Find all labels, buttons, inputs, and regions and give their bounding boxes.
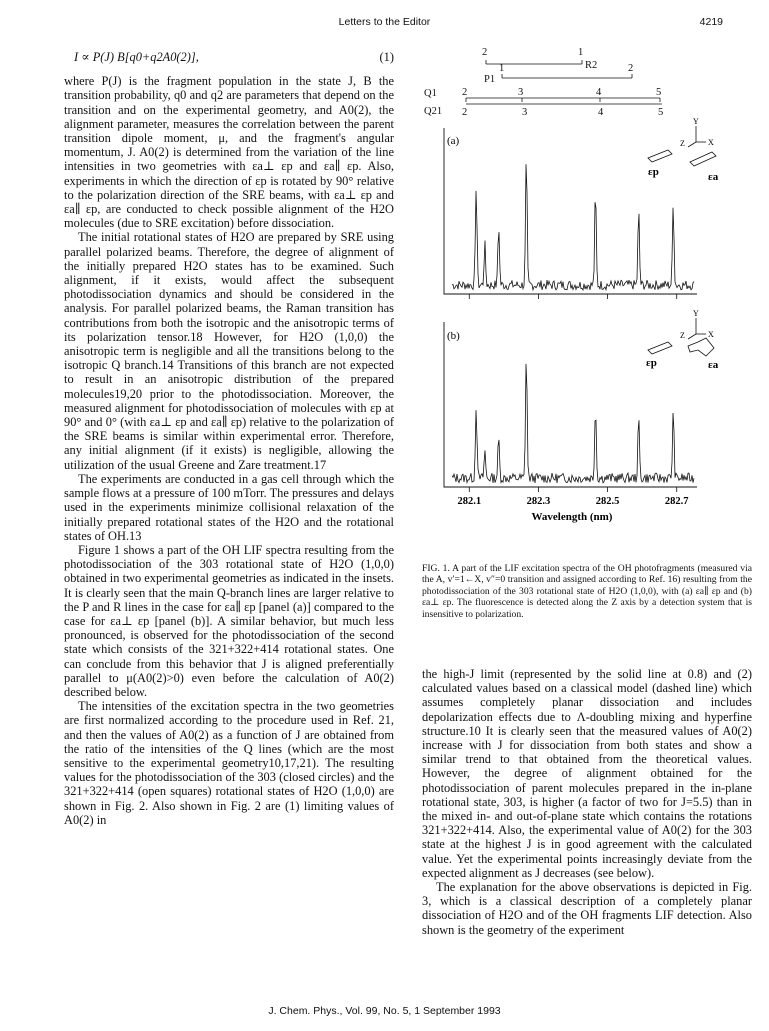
spectrum-trace-b [452, 364, 694, 483]
equation-1 [74, 50, 394, 64]
ea-arrow-icon [690, 152, 716, 166]
paragraph: The initial rotational states of H2O are prepared by SRE using parallel polarized beams. Therefore, the degree of alignment of the initially prepared H2O states has to be examined. Such alignment, if it exists, would affect the subsequent photodissociation dynamics and should be considered in the analysis. For parallel polarized beams, the Raman transition has contributions from both the isotropic and the anisotropic terms of its polarization tensor.18 However, for H2O (1,0,0) the anisotropic term is negligible and all the transitions belong to the isotropic Q branch.14 Transitions of this branch are not expected to result in an anisotropic distribution of the prepared molecules19,20 prior to the photodissociation. Moreover, the measured alignment for photodissociation of molecules with εp at 90° and 0° (with εa⊥ εp and εa∥ εp) relative to the polarization of the SRE beams is similar within experimental error. Therefore, any initial alignment (if it exists) is negligible, allowing the utilization of the usual Greene and Zare treatment.17 [64, 230, 394, 472]
figure-caption: FIG. 1. A part of the LIF excitation spectra of the OH photofragments (measured via the A, v′=1←X, v″=0 transition and assigned according to Ref. 16) resulting from the photodissociation of the 303 rotational state of H2O (1,0,0), with (a) εa∥ εp and (b) εa⊥ εp. The fluorescence is detected along the Z axis by a detection system that is insensitive to polarization. [422, 563, 752, 620]
inset-label-ea: εa [708, 171, 719, 183]
inset-axis-y: Y [693, 309, 699, 318]
q1-number: 4 [596, 87, 602, 98]
panel-b-frame [444, 322, 697, 487]
q21-number: 3 [522, 107, 528, 118]
q1-number: 3 [518, 87, 524, 98]
inset-axis-x: X [708, 330, 714, 339]
equation-number: (1) [379, 50, 394, 64]
q21-number: 5 [658, 107, 664, 118]
r2-number: 1 [578, 47, 584, 58]
inset-label-ea: εa [708, 359, 719, 371]
x-tick-label: 282.1 [457, 496, 482, 507]
inset-label-ep: εp [646, 357, 657, 369]
ep-arrow-icon [648, 342, 672, 354]
panel-a-frame [444, 128, 697, 294]
right-column [422, 667, 752, 937]
q1-number: 2 [462, 87, 468, 98]
journal-footer: J. Chem. Phys., Vol. 99, No. 5, 1 September 1993 [268, 1005, 501, 1017]
z-axis [688, 142, 696, 147]
q1-number: 5 [656, 87, 662, 98]
paragraph: The explanation for the above observations is depicted in Fig. 3, which is a classical description of a completely planar dissociation of H2O and of the OH fragments LIF detection. Also shown is the geometry of the experiment [422, 880, 752, 937]
inset-label-ep: εp [648, 166, 659, 178]
left-column [64, 50, 394, 827]
page-number: 4219 [699, 16, 723, 28]
paragraph: The intensities of the excitation spectra in the two geometries are first normalized according to the procedure used in Ref. 21, and then the values of A0(2) as a function of J are obtained from the ratio of the intensities of the Q lines (which are the most sensitive to the experimental geometry10,17,21). The resulting values for the photodissociation of the 303 (closed circles) and the 321+322+414 (open squares) rotational states of H2O (1,0,0) are shown in Fig. 2. Also shown in Fig. 2 are (1) limiting values of A0(2) in [64, 699, 394, 827]
x-tick-label: 282.5 [595, 496, 620, 507]
p1-number: 1 [499, 63, 505, 74]
panel-a-label: (a) [447, 135, 460, 147]
branch-label-q21: Q21 [424, 106, 443, 117]
branch-label-p1: P1 [484, 74, 496, 85]
equation-text: I ∝ P(J) B[q0+q2A0(2)], [74, 50, 199, 64]
ep-arrow-icon [648, 150, 672, 162]
inset-axis-x: X [708, 138, 714, 147]
inset-axis-y: Y [693, 117, 699, 126]
paragraph: The experiments are conducted in a gas cell through which the sample flows at a pressure of 100 mTorr. The pressures and delays used in the experiments minimize collisional relaxation of the initially prepared rotational states of the H2O and the rotational states of OH.13 [64, 471, 394, 543]
paragraph: Figure 1 shows a part of the OH LIF spectra resulting from the photodissociation of the 303 rotational state of H2O (1,0,0) obtained in two experimental geometries as indicated in the insets. It is clearly seen that the main Q-branch lines are larger relative to the P and R lines in the case for εa∥ εp [panel (a)] compared to the case for εa⊥ εp [panel (b)]. A similar behavior, but much less pronounced, is observed for the photodissociation of the second state which consists of the 321+322+414 rotational states. One can conclude from this behavior that J is aligned preferentially parallel to μ(A0(2)>0) even before the calculation of A0(2) described below. [64, 542, 394, 699]
p1-number: 2 [628, 63, 634, 74]
spectrum-trace-a [452, 164, 694, 290]
x-tick-label: 282.7 [664, 496, 689, 507]
inset-axis-z: Z [680, 331, 685, 340]
x-tick-label: 282.3 [526, 496, 551, 507]
lif-spectra-figure [422, 42, 752, 542]
branch-label-q1: Q1 [424, 88, 437, 99]
paragraph: the high-J limit (represented by the solid line at 0.8) and (2) calculated values based on a classical model (dashed line) which assumes completely planar dissociation and includes depolarization effects due to Λ-doubling mixing and hyperfine structure.10 It is clearly seen that the measured values of A0(2) increase with J for dissociation from both states and show a similar trend to that obtained from the theoretical values. However, the degree of alignment obtained for the photodissociation of parent molecules prepared in the in-plane rotational state, 303, is higher (a factor of two for J=5.5) than in the mixed in- and out-of-plane state which contains the rotations 321+322+414. Also, the experimental value of A0(2) for the 303 state at the highest J is in good agreement with the calculated value. Yet the experimental points increasingly deviate from the expected alignment as J decreases (see below). [422, 667, 752, 880]
r2-number: 2 [482, 47, 488, 58]
x-axis-label: Wavelength (nm) [531, 511, 613, 523]
q21-number: 2 [462, 107, 468, 118]
panel-b-label: (b) [447, 330, 460, 342]
inset-axis-z: Z [680, 139, 685, 148]
z-axis [688, 334, 696, 339]
paragraph: where P(J) is the fragment population in the state J, B the transition probability, q0 and q2 are parameters that depend on the transition and on the experimental geometry, and A0(2), the alignment parameter, measures the correlation between the parent transition dipole moment, μ, and the fragment's angular momentum, J. A0(2) is determined from the variation of the line intensities in two geometries with εa⊥ εp and εa∥ εp. Also, experiments in which the direction of εp is rotated by 90° relative to the polarization direction of the SRE beams, with εa⊥ εp and εa∥ εp, are conducted to check possible alignment of the H2O molecules (due to SRE excitation) before dissociation. [64, 74, 394, 231]
q21-number: 4 [598, 107, 604, 118]
branch-label-r2: R2 [585, 60, 598, 71]
figure-1 [422, 42, 752, 542]
ea-arrow-icon [688, 338, 714, 356]
running-title: Letters to the Editor [338, 16, 431, 28]
